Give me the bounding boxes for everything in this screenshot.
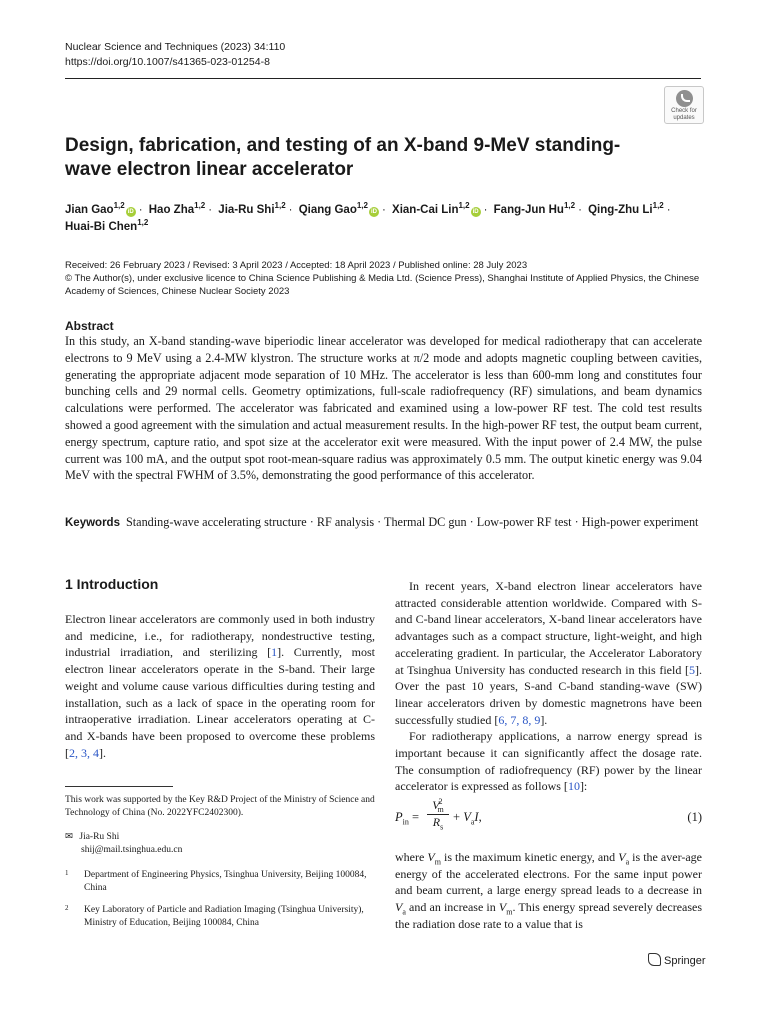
author[interactable]: Qiang Gao$^{1,2}$iD (298, 201, 377, 216)
equation-1: $P_{in}$ = $\frac{V^2_m}{R_s}$ + $V_aI$, (1) (395, 797, 702, 832)
abstract-heading: Abstract (65, 319, 114, 333)
citation-link[interactable]: 5 (689, 662, 695, 677)
equation-number: (1) (687, 810, 702, 824)
contact-email[interactable]: shij@mail.tsinghua.edu.cn (81, 845, 183, 855)
dates: Received: 26 February 2023 / Revised: 3 April 2023 / Accepted: 18 April 2023 / Published online: 28 July 2023 (65, 260, 528, 271)
author[interactable]: Xian-Cai Lin$^{1,2}$iD (392, 201, 479, 216)
funding-note: This work was supported by the Key R&D Project of the Ministry of Science and Technology of China (No. 2022YFC2402300). (65, 795, 375, 818)
paragraph: For radiotherapy applications, a narrow energy spread is important because it can significantly affect the dosage rate. The consumption of radiofrequency (RF) power by the linear accelerator is expressed as follows [10]: (395, 729, 702, 794)
check-updates-icon (676, 90, 693, 107)
citation-link[interactable]: 6, 7, 8, 9 (498, 712, 541, 727)
author[interactable]: Fang-Jun Hu$^{1,2}$ (493, 201, 576, 216)
abstract-text: In this study, an X-band standing-wave biperiodic linear accelerator was developed for medical radiotherapy that can accelerate electrons to 9 MeV using a 2.4-MW klystron. The structure works at π/2 mode and adopts magnetic coupling between cavities, generating the appropriate adjacent mode separation of 10 MHz. The accelerator is less than 600-mm long and constitutes four bunching cells and 29 normal cells. Geometry optimizations, full-scale radiofrequency (RF) simulations, and beam dynamics calculations were performed. The accelerator was fabricated and examined using a low-power RF test. The cold test results showed a good agreement with the simulation and actual measurement results. In the high-power RF test, the output beam current, energy spectrum, capture ratio, and spot size at the accelerator exit were measured. With the input power of 2.4 MW, the pulse current was 100 mA, and the output spot root-mean-square radius was approximately 0.5 mm. The output kinetic energy was 9.04 MeV with the spectral FWHM of 3.5%, demonstrating the good performance of this accelerator. (65, 334, 702, 483)
orcid-icon[interactable]: iD (127, 209, 134, 215)
keywords-text: Standing-wave accelerating structure · RF analysis · Thermal DC gun · Low-power RF test · High-power experiment (126, 515, 699, 529)
author[interactable]: Qing-Zhu Li$^{1,2}$ (588, 201, 664, 216)
journal-citation: Nuclear Science and Techniques (2023) 34:110 (65, 41, 286, 53)
section-heading-introduction: 1 Introduction (65, 576, 159, 592)
citation-link[interactable]: 1 (271, 645, 278, 660)
check-badge-line2: updates (673, 114, 695, 121)
paragraph: In recent years, X-band electron linear accelerators have attracted considerable attention worldwide. Compared with S-and C-band linear accelerators, X-band linear accelerators have advantages such as a compact structure, light-weight, and high accelerating gradient. In particular, the Accelerator Laboratory at Tsinghua University has conducted research in this field [5]. Over the past 10 years, S-and C-band standing-wave (SW) linear accelerators driven by domestic magnetrons have been successfully studied [6, 7, 8, 9]. (395, 579, 702, 727)
doi-link[interactable]: https://doi.org/10.1007/s41365-023-01254-8 (65, 56, 270, 68)
author-list: Jian Gao$^{1,2}$iD · Hao Zha$^{1,2}$ · Jia-Ru Shi$^{1,2}$ · Qiang Gao$^{1,2}$iD · Xian-Cai Lin$^{1,2}$iD · Fang-Jun Hu$^{1,2}$ · Qing-Zhu Li$^{1,2}$ · Huai-Bi Chen$^{1,2}$ (65, 201, 671, 233)
paper-title: Design, fabrication, and testing of an X-band 9-MeV standing-wave electron linear accelerator (65, 135, 621, 180)
intro-left-paragraph: Electron linear accelerators are commonly used in both industry and medicine, i.e., for radiotherapy, nondestructive testing, industrial irradiation, and sterilizing [1]. Currently, most electron linear accelerators operate in the S-band. Their large weight and volume cause various difficulties during testing and installation, such as a lack of space in the operating room for intraoperative irradiation. Linear accelerators operating at C- and X-bands have been proposed to overcome these problems [2, 3, 4]. (65, 612, 375, 760)
envelope-icon: ✉ (65, 832, 73, 842)
author[interactable]: Jia-Ru Shi$^{1,2}$ (218, 201, 286, 216)
header-rule (65, 78, 701, 79)
copyright: © The Author(s), under exclusive licence to China Science Publishing & Media Ltd. (Science Press), Shanghai Institute of Applied Physics, the Chinese Academy of Sciences, Chinese Nuclear Society 2023 (65, 273, 700, 297)
keywords-label: Keywords (65, 517, 120, 529)
author[interactable]: Huai-Bi Chen$^{1,2}$ (65, 218, 149, 233)
check-badge-line1: Check for (671, 108, 697, 114)
article-history (65, 259, 705, 298)
springer-horse-icon (648, 953, 661, 966)
citation-link[interactable]: 2, 3, 4 (69, 745, 99, 760)
footnote-rule (65, 786, 173, 787)
contact-name: Jia-Ru Shi (79, 832, 120, 842)
publisher-logo: Springer (648, 953, 706, 967)
check-for-updates-badge[interactable] (664, 86, 704, 124)
corresponding-author (65, 831, 375, 857)
affiliation-1: 1 Department of Engineering Physics, Tsinghua University, Beijing 100084, China (65, 869, 367, 893)
orcid-icon[interactable]: iD (472, 209, 479, 215)
author[interactable]: Hao Zha$^{1,2}$ (148, 201, 206, 216)
author[interactable]: Jian Gao$^{1,2}$iD (65, 201, 134, 216)
affiliation-2: 2 Key Laboratory of Particle and Radiation Imaging (Tsinghua University), Ministry of Education, Beijing 100084, China (65, 904, 364, 928)
intro-right-continuation: where $V_m$ is the maximum kinetic energy, and $V_a$ is the aver-age energy of the accelerated electrons. For the same input power and beam current, a large energy spread leads to a decrease in $V_a$ and an increase in $V_m$. This energy spread severely decreases the radiation dose rate to a value that is (395, 850, 703, 931)
orcid-icon[interactable]: iD (370, 209, 377, 215)
intro-right-paragraphs (395, 578, 702, 795)
keywords (65, 514, 702, 532)
citation-link[interactable]: 10 (567, 779, 580, 794)
journal-header (65, 40, 285, 70)
